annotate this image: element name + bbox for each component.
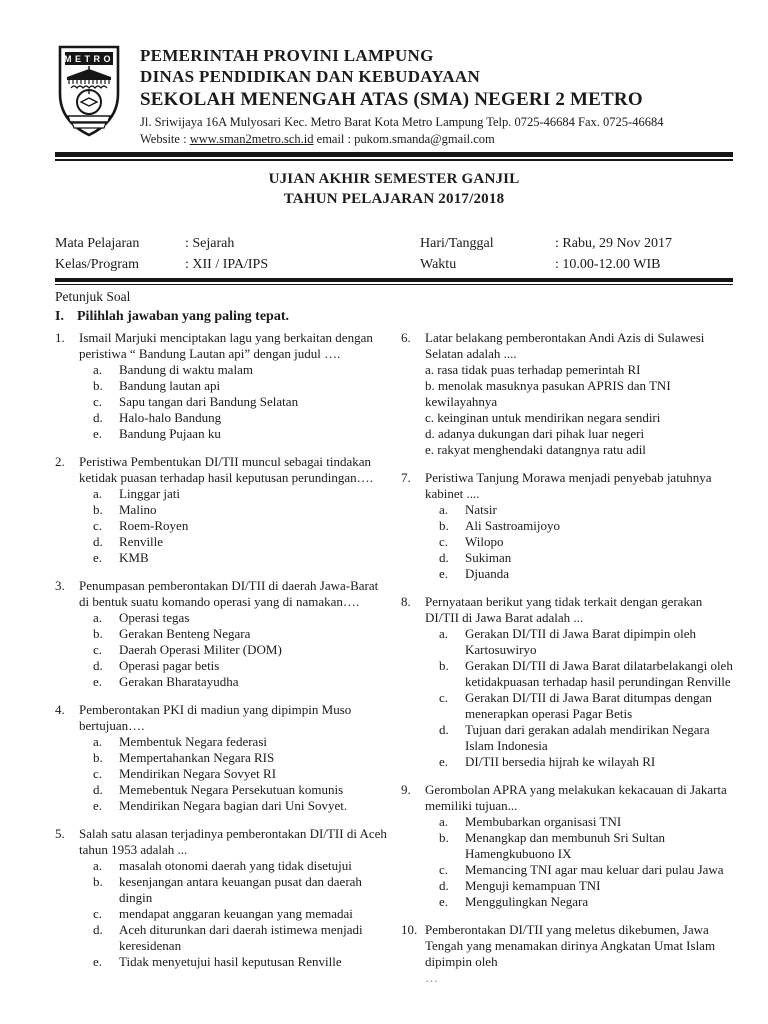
options-list — [93, 610, 391, 690]
option-letter: e. — [93, 674, 103, 689]
shield-logo-icon — [55, 44, 123, 138]
option-text: mendapat anggaran keuangan yang memadai — [119, 906, 353, 921]
question-text: Pernyataan berikut yang tidak terkait dengan gerakan DI/TII di Jawa Barat adalah ... a. Gerakan DI/TII di Jawa Barat dipimpin oleh Kartosuwiryo b. Gerakan DI/TII di Jawa Barat dilatarbelakangi oleh ketidakpuasan terhadap hasil perundingan Renville c. Gerakan DI/TII di Jawa Barat ditumpas dengan menerapkan operasi Pagar Betis d. Tujuan dari gerakan adalah mendirikan Negara Islam Indonesia e. DI/TII bersedia hijrah ke wilayah RI — [425, 594, 733, 769]
question-1 — [55, 330, 391, 442]
option-letter: c. — [93, 766, 103, 781]
option-4c — [93, 766, 391, 782]
option-text: Aceh diturunkan dari daerah istimewa menjadi keresidenan — [119, 922, 363, 953]
question-number: 1. — [55, 330, 65, 345]
ellipsis-trail: … — [425, 970, 440, 985]
question-number: 7. — [401, 470, 411, 485]
option-9b — [439, 830, 733, 862]
option-text: Membubarkan organisasi TNI — [465, 814, 622, 829]
option-text: Ali Sastroamijoyo — [465, 518, 560, 533]
option-letter: e. — [439, 754, 449, 769]
option-letter: c. — [93, 906, 103, 921]
option-4a — [93, 734, 391, 750]
option-letter: d. — [93, 410, 103, 425]
question-row — [401, 470, 733, 582]
question-text: Gerombolan APRA yang melakukan kekacauan di Jakarta memiliki tujuan... a. Membubarkan organisasi TNI b. Menangkap dan membunuh Sri Sultan Hamengkubuono IX c. Memancing TNI agar mau keluar dari pulau Jawa d. Menguji kemampuan TNI e. Menggulingkan Negara — [425, 782, 733, 910]
options-list — [93, 858, 391, 970]
option-text: Gerakan Benteng Negara — [119, 626, 251, 641]
question-row — [401, 330, 733, 458]
option-4e — [93, 798, 391, 814]
question-number: 3. — [55, 578, 65, 593]
website-email-line — [140, 131, 663, 148]
option-text: KMB — [119, 550, 149, 565]
option-7d — [439, 550, 733, 566]
option-letter: b. — [93, 750, 103, 765]
option-9d — [439, 878, 733, 894]
question-7 — [401, 470, 733, 582]
question-8 — [401, 594, 733, 770]
logo-text: METRO — [64, 54, 114, 64]
option-letter: a. — [439, 626, 449, 641]
question-number: 6. — [401, 330, 411, 345]
option-1d — [93, 410, 391, 426]
info-row-class — [55, 254, 733, 275]
exam-title — [55, 169, 733, 209]
option-letter: d. — [93, 922, 103, 937]
option-6c: c. keinginan untuk mendirikan negara sendiri — [425, 410, 661, 425]
option-letter: c. — [93, 394, 103, 409]
option-letter: c. — [439, 862, 449, 877]
option-4d — [93, 782, 391, 798]
option-3d — [93, 658, 391, 674]
option-7b — [439, 518, 733, 534]
letterhead — [55, 44, 733, 148]
column-gap — [391, 330, 401, 998]
question-columns — [55, 330, 733, 998]
question-text: Peristiwa Tanjung Morawa menjadi penyebab jatuhnya kabinet .... a. Natsir b. Ali Sastroamijoyo c. Wilopo d. Sukiman e. Djuanda — [425, 470, 733, 582]
question-4 — [55, 702, 391, 814]
option-5c — [93, 906, 391, 922]
option-6b: b. menolak masuknya pasukan APRIS dan TNI kewilayahnya — [425, 378, 671, 409]
option-letter: c. — [93, 642, 103, 657]
question-3 — [55, 578, 391, 690]
class-label: Kelas/Program — [55, 257, 139, 272]
question-text: Peristiwa Pembentukan DI/TII muncul sebagai tindakan ketidak puasan terhadap hasil keputusan perundingan…. a. Linggar jati b. Malino c. Roem-Royen d. Renville e. KMB — [79, 454, 391, 566]
options-list — [93, 734, 391, 814]
question-row — [55, 578, 391, 690]
option-letter: d. — [439, 550, 449, 565]
option-text: Djuanda — [465, 566, 510, 581]
website-label: Website : — [140, 132, 190, 146]
option-letter: a. — [93, 486, 103, 501]
option-letter: a. — [93, 734, 103, 749]
option-letter: b. — [93, 502, 103, 517]
letterhead-text — [140, 44, 663, 148]
option-1b — [93, 378, 391, 394]
option-text: kesenjangan antara keuangan pusat dan daerah dingin — [119, 874, 362, 905]
subject-label: Mata Pelajaran — [55, 236, 140, 251]
option-text: Memebentuk Negara Persekutuan komunis — [119, 782, 344, 797]
option-text: Membentuk Negara federasi — [119, 734, 267, 749]
options-list — [439, 502, 733, 582]
school-name: SEKOLAH MENENGAH ATAS (SMA) NEGERI 2 METRO — [140, 89, 643, 110]
option-5a — [93, 858, 391, 874]
option-6e: e. rakyat menghendaki datangnya ratu adil — [425, 442, 646, 457]
option-text: Mempertahankan Negara RIS — [119, 750, 275, 765]
option-5e — [93, 954, 391, 970]
option-8a — [439, 626, 733, 658]
option-9e — [439, 894, 733, 910]
question-number: 4. — [55, 702, 65, 717]
questions-column-right — [401, 330, 733, 998]
option-text: Menggulingkan Negara — [465, 894, 589, 909]
option-4b — [93, 750, 391, 766]
option-1c — [93, 394, 391, 410]
question-row — [55, 826, 391, 970]
date-value: : Rabu, 29 Nov 2017 — [555, 236, 673, 251]
option-letter: d. — [93, 658, 103, 673]
option-text: Bandung Pujaan ku — [119, 426, 221, 441]
school-address: Jl. Sriwijaya 16A Mulyosari Kec. Metro Barat Kota Metro Lampung Telp. 0725-46684 Fax. 0725-46684 — [140, 115, 664, 129]
option-letter: a. — [93, 362, 103, 377]
option-letter: a. — [439, 502, 449, 517]
option-text: Gerakan Bharatayudha — [119, 674, 239, 689]
option-letter: b. — [93, 378, 103, 393]
options-list — [439, 814, 733, 910]
option-letter: d. — [439, 878, 449, 893]
options-list — [425, 362, 733, 458]
option-2c — [93, 518, 391, 534]
school-logo-icon — [55, 44, 123, 138]
question-number: 8. — [401, 594, 411, 609]
option-8c — [439, 690, 733, 722]
questions-column-left — [55, 330, 391, 998]
option-letter: e. — [93, 550, 103, 565]
option-text: Malino — [119, 502, 157, 517]
option-8b — [439, 658, 733, 690]
option-9a — [439, 814, 733, 830]
option-text: Mendirikan Negara bagian dari Uni Sovyet. — [119, 798, 348, 813]
question-text: Pemberontakan DI/TII yang meletus dikebumen, Jawa Tengah yang menamakan dirinya Angkatan Umat Islam dipimpin oleh … — [425, 922, 733, 986]
option-letter: d. — [439, 722, 449, 737]
instructions-label: Petunjuk Soal — [55, 289, 131, 304]
option-2e — [93, 550, 391, 566]
option-5b — [93, 874, 391, 906]
department-line: DINAS PENDIDIKAN DAN KEBUDAYAAN — [140, 67, 481, 86]
option-text: Bandung di waktu malam — [119, 362, 253, 377]
exam-title-line1: UJIAN AKHIR SEMESTER GANJIL — [268, 171, 520, 187]
option-text: Operasi pagar betis — [119, 658, 220, 673]
option-text: Roem-Royen — [119, 518, 189, 533]
question-row — [401, 782, 733, 910]
option-8d — [439, 722, 733, 754]
options-list — [93, 486, 391, 566]
option-letter: e. — [93, 798, 103, 813]
question-row — [401, 922, 733, 986]
option-2b — [93, 502, 391, 518]
option-3a — [93, 610, 391, 626]
question-row — [401, 594, 733, 770]
option-text: DI/TII bersedia hijrah ke wilayah RI — [465, 754, 656, 769]
option-text: Natsir — [465, 502, 497, 517]
question-text: Ismail Marjuki menciptakan lagu yang berkaitan dengan peristiwa “ Bandung Lautan api” dengan judul …. a. Bandung di waktu malam b. Bandung lautan api c. Sapu tangan dari Bandung Selatan d. Halo-halo Bandung e. Bandung Pujaan ku — [79, 330, 391, 442]
option-3b — [93, 626, 391, 642]
question-text: Pemberontakan PKI di madiun yang dipimpin Muso bertujuan…. a. Membentuk Negara federasi b. Mempertahankan Negara RIS c. Mendirikan Negara Sovyet RI d. Memebentuk Negara Persekutuan komunis e. Mendirikan Negara bagian dari Uni Sovyet. — [79, 702, 391, 814]
option-7c — [439, 534, 733, 550]
option-letter: e. — [93, 954, 103, 969]
option-letter: d. — [93, 534, 103, 549]
question-text: Salah satu alasan terjadinya pemberontakan DI/TII di Aceh tahun 1953 adalah ... a. masalah otonomi daerah yang tidak disetujui b. kesenjangan antara keuangan pusat dan daerah dingin c. mendapat anggaran keuangan yang memadai d. Aceh diturunkan dari daerah istimewa menjadi keresidenan e. Tidak menyetujui hasil keputusan Renville — [79, 826, 391, 970]
exam-info-table — [55, 233, 733, 275]
question-10 — [401, 922, 733, 986]
website-url: www.sman2metro.sch.id — [189, 132, 314, 146]
info-divider-rule — [55, 278, 733, 285]
option-8e — [439, 754, 733, 770]
exam-title-line2: TAHUN PELAJARAN 2017/2018 — [283, 191, 505, 207]
option-text: Gerakan DI/TII di Jawa Barat dilatarbelakangi oleh ketidakpuasan terhadap hasil perundingan Renville — [465, 658, 733, 689]
question-5 — [55, 826, 391, 970]
option-text: Gerakan DI/TII di Jawa Barat ditumpas dengan menerapkan operasi Pagar Betis — [465, 690, 712, 721]
option-text: Tujuan dari gerakan adalah mendirikan Negara Islam Indonesia — [465, 722, 710, 753]
header-divider-rule — [55, 152, 733, 161]
option-letter: b. — [439, 518, 449, 533]
section-number: I. — [55, 309, 64, 324]
option-letter: b. — [439, 658, 449, 673]
time-label: Waktu — [420, 257, 457, 272]
option-text: Wilopo — [465, 534, 504, 549]
question-row — [55, 330, 391, 442]
email-text: email : pukom.smanda@gmail.com — [313, 132, 495, 146]
option-text: Bandung lautan api — [119, 378, 221, 393]
option-letter: e. — [439, 894, 449, 909]
option-text: masalah otonomi daerah yang tidak disetujui — [119, 858, 352, 873]
option-letter: c. — [439, 534, 449, 549]
question-6 — [401, 330, 733, 458]
option-2a — [93, 486, 391, 502]
options-list — [93, 362, 391, 442]
question-text: Latar belakang pemberontakan Andi Azis di Sulawesi Selatan adalah .... a. rasa tidak puas terhadap pemerintah RI b. menolak masuknya pasukan APRIS dan TNI kewilayahnya c. keinginan untuk mendirikan negara sendiri d. adanya dukungan dari pihak luar negeri e. rakyat menghendaki datangnya ratu adil — [425, 330, 733, 458]
question-number: 9. — [401, 782, 411, 797]
option-text: Sapu tangan dari Bandung Selatan — [119, 394, 299, 409]
question-text: Penumpasan pemberontakan DI/TII di daerah Jawa-Barat di bentuk suatu komando operasi yang di namakan…. a. Operasi tegas b. Gerakan Benteng Negara c. Daerah Operasi Militer (DOM) d. Operasi pagar betis e. Gerakan Bharatayudha — [79, 578, 391, 690]
option-5d — [93, 922, 391, 954]
option-text: Sukiman — [465, 550, 512, 565]
option-text: Operasi tegas — [119, 610, 190, 625]
option-letter: b. — [439, 830, 449, 845]
subject-value: : Sejarah — [185, 236, 235, 251]
option-letter: b. — [93, 626, 103, 641]
option-text: Tidak menyetujui hasil keputusan Renville — [119, 954, 342, 969]
option-letter: a. — [93, 610, 103, 625]
question-row — [55, 702, 391, 814]
option-2d — [93, 534, 391, 550]
question-number: 10. — [401, 922, 418, 937]
option-1e — [93, 426, 391, 442]
date-label: Hari/Tanggal — [420, 236, 494, 251]
option-text: Halo-halo Bandung — [119, 410, 222, 425]
option-text: Renville — [119, 534, 164, 549]
option-text: Memancing TNI agar mau keluar dari pulau Jawa — [465, 862, 724, 877]
option-text: Menangkap dan membunuh Sri Sultan Hamengkubuono IX — [465, 830, 666, 861]
option-7e — [439, 566, 733, 582]
option-letter: c. — [439, 690, 449, 705]
question-number: 5. — [55, 826, 65, 841]
option-3c — [93, 642, 391, 658]
class-value: : XII / IPA/IPS — [185, 257, 269, 272]
question-9 — [401, 782, 733, 910]
option-6a: a. rasa tidak puas terhadap pemerintah RI — [425, 362, 641, 377]
question-row — [55, 454, 391, 566]
option-9c — [439, 862, 733, 878]
section-heading — [55, 307, 733, 326]
options-list — [439, 626, 733, 770]
option-letter: e. — [439, 566, 449, 581]
question-number: 2. — [55, 454, 65, 469]
option-text: Menguji kemampuan TNI — [465, 878, 601, 893]
option-text: Gerakan DI/TII di Jawa Barat dipimpin oleh Kartosuwiryo — [465, 626, 697, 657]
option-letter: d. — [93, 782, 103, 797]
option-text: Linggar jati — [119, 486, 181, 501]
option-1a — [93, 362, 391, 378]
option-letter: e. — [93, 426, 103, 441]
option-letter: c. — [93, 518, 103, 533]
time-value: : 10.00-12.00 WIB — [555, 257, 661, 272]
info-row-subject — [55, 233, 733, 254]
option-3e — [93, 674, 391, 690]
option-text: Mendirikan Negara Sovyet RI — [119, 766, 277, 781]
question-2 — [55, 454, 391, 566]
option-7a — [439, 502, 733, 518]
option-text: Daerah Operasi Militer (DOM) — [119, 642, 282, 657]
option-letter: a. — [439, 814, 449, 829]
option-6d: d. adanya dukungan dari pihak luar negeri — [425, 426, 645, 441]
section-instruction: Pilihlah jawaban yang paling tepat. — [77, 309, 289, 324]
government-line: PEMERINTAH PROVINI LAMPUNG — [140, 46, 434, 65]
option-letter: a. — [93, 858, 103, 873]
option-letter: b. — [93, 874, 103, 889]
